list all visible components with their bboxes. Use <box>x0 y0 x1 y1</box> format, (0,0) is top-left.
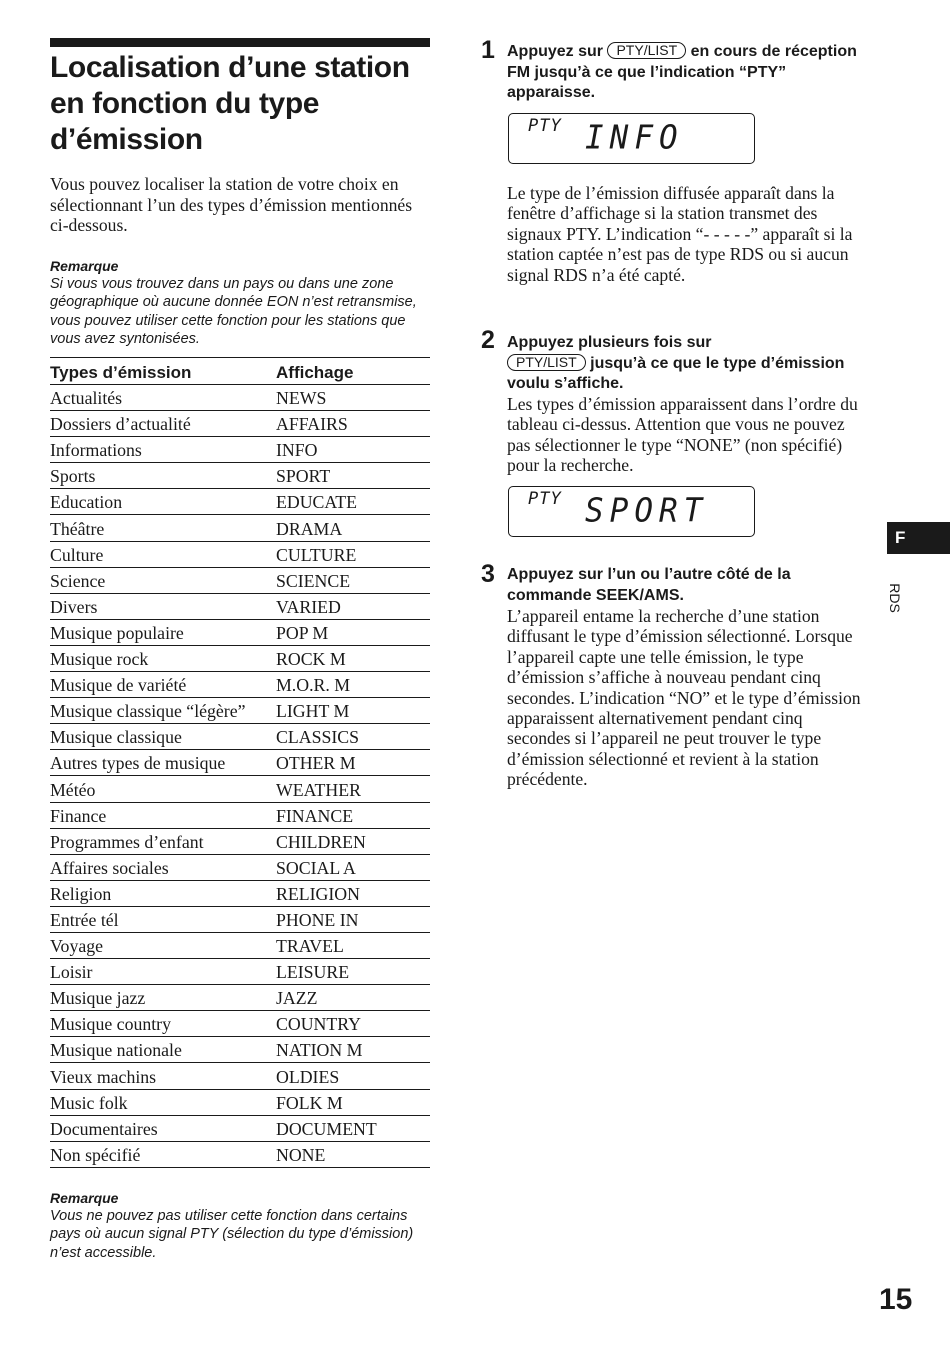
type-cell: Voyage <box>50 936 104 957</box>
table-row <box>50 437 430 463</box>
display-indicator: PTY <box>528 489 562 509</box>
pty-list-key: PTY/LIST <box>507 354 586 371</box>
display-cell: NONE <box>276 1144 326 1165</box>
note-heading: Remarque <box>50 1190 119 1206</box>
step-body: Le type de l’émission diffusée apparaît dans la fenêtre d’affichage si la station transmet des signaux PTY. L’indication “- - - - -” apparaît si la station captée n’est pas de type RDS ou si aucun signal RDS n’a été capté. <box>507 183 853 285</box>
display-cell: INFO <box>276 440 318 461</box>
type-cell: Culture <box>50 544 104 565</box>
table-row <box>50 750 430 776</box>
display-cell: VARIED <box>276 596 341 617</box>
display-cell: EDUCATE <box>276 492 357 513</box>
type-cell: Programmes d’enfant <box>50 831 204 852</box>
table-row <box>50 1011 430 1037</box>
type-cell: Divers <box>50 596 98 617</box>
program-type-table <box>50 357 430 1168</box>
note-text: Si vous vous trouvez dans un pays ou dans une zone géographique où aucune donnée EON n’est retransmise, vous pouvez utiliser cette fonction pour les stations que vous avez syntonisées. <box>50 276 417 348</box>
type-cell: Musique populaire <box>50 622 184 643</box>
table-row <box>50 620 430 646</box>
table-row <box>50 385 430 411</box>
table-row <box>50 411 430 437</box>
step-body: Les types d’émission apparaissent dans l’ordre du tableau ci-dessus. Attention que vous ne pouvez pas sélectionner le type “NONE” (non spécifié) pour la recherche. <box>507 394 858 476</box>
type-cell: Documentaires <box>50 1118 158 1139</box>
type-cell: Météo <box>50 779 96 800</box>
table-row <box>50 1116 430 1142</box>
step-number: 3 <box>481 560 495 588</box>
table-row <box>50 489 430 515</box>
type-cell: Musique de variété <box>50 675 187 696</box>
table-row <box>50 515 430 541</box>
type-cell: Vieux machins <box>50 1066 157 1087</box>
display-cell: SOCIAL A <box>276 857 356 878</box>
table-row <box>50 1090 430 1116</box>
type-cell: Musique classique “légère” <box>50 701 246 722</box>
table-row <box>50 594 430 620</box>
table-row <box>50 672 430 698</box>
display-cell: DOCUMENT <box>276 1118 377 1139</box>
display-cell: M.O.R. M <box>276 675 351 696</box>
pty-list-key: PTY/LIST <box>607 42 686 59</box>
column-header-display: Affichage <box>276 363 354 382</box>
language-tab: F <box>887 522 950 554</box>
display-cell: SCIENCE <box>276 570 351 591</box>
type-cell: Sports <box>50 466 96 487</box>
table-row <box>50 803 430 829</box>
display-cell: RELIGION <box>276 883 360 904</box>
table-row <box>50 724 430 750</box>
table-header-row <box>50 357 430 385</box>
display-cell: CULTURE <box>276 544 357 565</box>
display-cell: FINANCE <box>276 805 354 826</box>
type-cell: Music folk <box>50 1092 128 1113</box>
table-row <box>50 959 430 985</box>
type-cell: Musique nationale <box>50 1040 182 1061</box>
column-header-type: Types d’émission <box>50 363 192 382</box>
table-row <box>50 568 430 594</box>
display-cell: LEISURE <box>276 962 350 983</box>
table-row <box>50 646 430 672</box>
type-cell: Actualités <box>50 388 123 409</box>
type-cell: Non spécifié <box>50 1144 141 1165</box>
intro-paragraph: Vous pouvez localiser la station de votre choix en sélectionnant l’un des types d’émission mentionnés ci-dessous. <box>50 174 413 235</box>
display-cell: ROCK M <box>276 649 346 670</box>
note-heading: Remarque <box>50 258 119 274</box>
display-cell: NATION M <box>276 1040 363 1061</box>
type-cell: Loisir <box>50 962 93 983</box>
type-cell: Informations <box>50 440 142 461</box>
table-row <box>50 985 430 1011</box>
display-cell: PHONE IN <box>276 909 359 930</box>
table-row <box>50 1142 430 1168</box>
section-label: RDS <box>887 583 903 613</box>
display-cell: OTHER M <box>276 753 356 774</box>
note-text: Vous ne pouvez pas utiliser cette fonction dans certains pays où aucun signal PTY (sélection du type d’émission) n’est accessible. <box>50 1208 414 1261</box>
step-heading: Appuyez sur l’un ou l’autre côté de la commande SEEK/AMS. <box>507 566 791 604</box>
table-row <box>50 463 430 489</box>
display-cell: COUNTRY <box>276 1014 361 1035</box>
step-heading-text: Appuyez plusieurs fois sur <box>507 334 712 351</box>
step-heading-text: Appuyez sur <box>507 43 604 60</box>
display-cell: POP M <box>276 622 329 643</box>
table-row <box>50 542 430 568</box>
title-rule <box>50 38 430 47</box>
type-cell: Musique country <box>50 1014 171 1035</box>
display-cell: CLASSICS <box>276 727 360 748</box>
type-cell: Musique rock <box>50 649 149 670</box>
table-row <box>50 855 430 881</box>
table-row <box>50 1037 430 1063</box>
type-cell: Théâtre <box>50 518 105 539</box>
type-cell: Autres types de musique <box>50 753 226 774</box>
type-cell: Musique jazz <box>50 988 146 1009</box>
display-window-illustration <box>508 113 755 164</box>
step-number: 1 <box>481 36 495 64</box>
display-cell: NEWS <box>276 388 327 409</box>
type-cell: Musique classique <box>50 727 182 748</box>
display-cell: TRAVEL <box>276 936 344 957</box>
table-row <box>50 933 430 959</box>
table-row <box>50 907 430 933</box>
display-cell: WEATHER <box>276 779 361 800</box>
page-number: 15 <box>879 1283 913 1316</box>
display-cell: CHILDREN <box>276 831 366 852</box>
table-row <box>50 829 430 855</box>
display-cell: LIGHT M <box>276 701 350 722</box>
display-cell: SPORT <box>276 466 331 487</box>
table-row <box>50 776 430 802</box>
step-body: L’appareil entame la recherche d’une station diffusant le type d’émission sélectionné. Lorsque l’appareil capte une telle émission, le type d’émission s’affiche à nouveau pendant cinq secondes. L’indication “NO” et le type d’émission apparaissent alternativement pendant cinq secondes si l’appareil ne peut trouver le type d’émission sélectionné et revient à la station précédente. <box>507 606 861 790</box>
step-heading-text: en cours de réception FM jusqu’à ce que l’indication “PTY” apparaisse. <box>507 43 857 101</box>
display-indicator: PTY <box>528 116 562 136</box>
display-cell: DRAMA <box>276 518 343 539</box>
type-cell: Finance <box>50 805 107 826</box>
type-cell: Entrée tél <box>50 909 119 930</box>
type-cell: Affaires sociales <box>50 857 169 878</box>
table-row <box>50 698 430 724</box>
type-cell: Science <box>50 570 106 591</box>
display-window-illustration <box>508 486 755 537</box>
display-cell: OLDIES <box>276 1066 340 1087</box>
page-title: Localisation d’une station en fonction du type d’émission <box>50 51 410 156</box>
step-heading <box>507 333 867 395</box>
type-cell: Religion <box>50 883 112 904</box>
step-number: 2 <box>481 326 495 354</box>
step-heading-text: jusqu’à ce que le type d’émission voulu s’affiche. <box>507 354 845 392</box>
display-readout: SPORT <box>585 492 709 530</box>
step-heading <box>507 42 867 104</box>
type-cell: Dossiers d’actualité <box>50 414 191 435</box>
table-row <box>50 1063 430 1089</box>
display-cell: JAZZ <box>276 988 318 1009</box>
display-readout: INFO <box>585 119 684 157</box>
table-row <box>50 881 430 907</box>
display-cell: FOLK M <box>276 1092 343 1113</box>
type-cell: Education <box>50 492 123 513</box>
display-cell: AFFAIRS <box>276 414 348 435</box>
